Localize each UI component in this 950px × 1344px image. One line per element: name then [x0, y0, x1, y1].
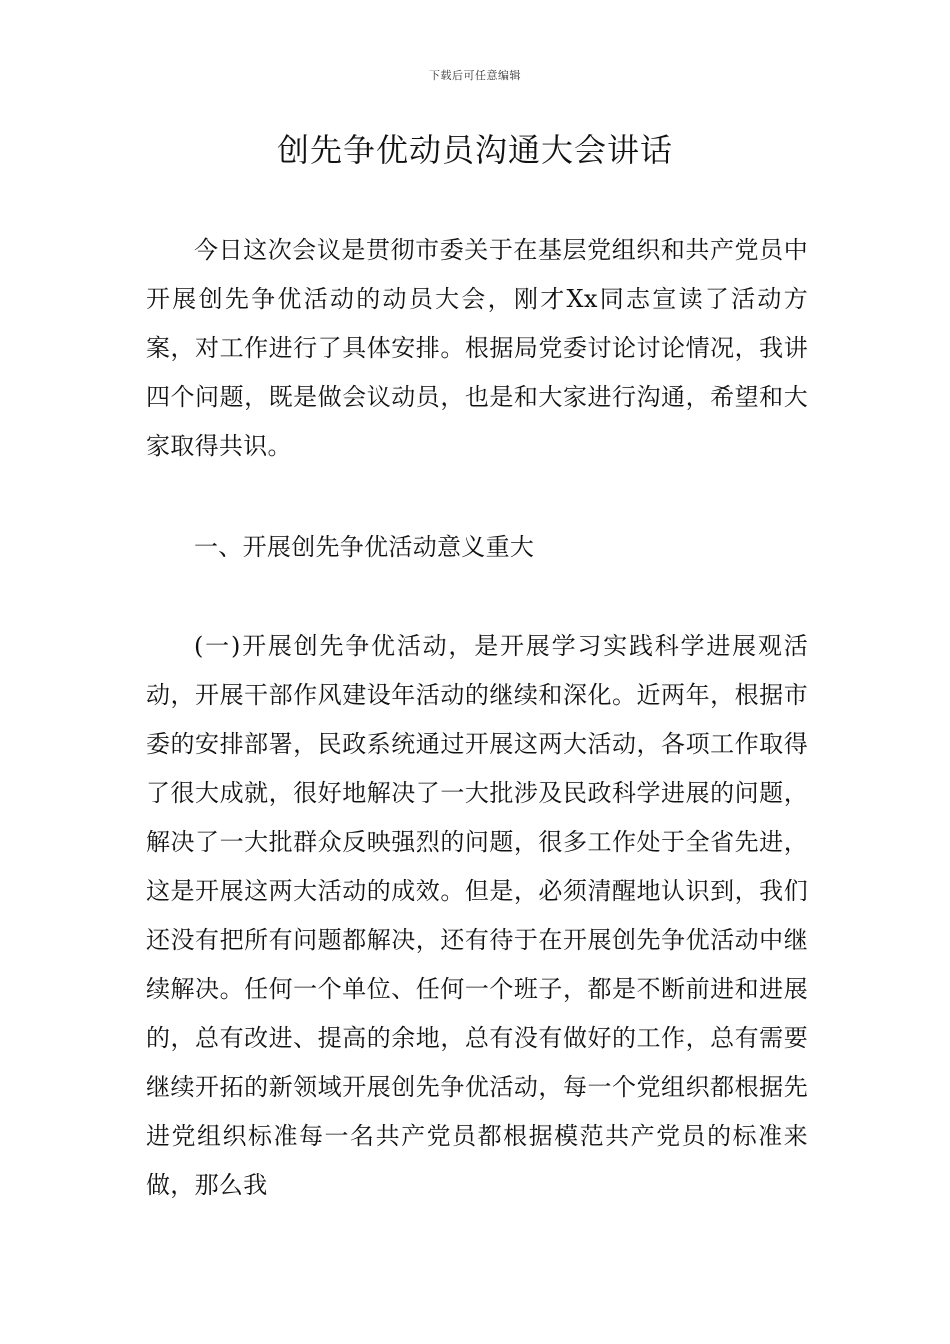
paragraph-intro: 今日这次会议是贯彻市委关于在基层党组织和共产党员中开展创先争优活动的动员大会，刚才Xx同志宣读了活动方案，对工作进行了具体安排。根据局党委讨论讨论情况，我讲四个问题，既是做会议动员，也是和大家进行沟通，希望和大家取得共识。 [146, 236, 808, 460]
header-note: 下载后可任意编辑 [429, 69, 521, 82]
section-heading-1: 一、开展创先争优活动意义重大 [194, 533, 535, 561]
paragraph-section-1-1: (一)开展创先争优活动，是开展学习实践科学进展观活动，开展干部作风建设年活动的继续和深化。近两年，根据市委的安排部署，民政系统通过开展这两大活动，各项工作取得了很大成就，很好地解决了一大批涉及民政科学进展的问题，解决了一大批群众反映强烈的问题，很多工作处于全省先进，这是开展这两大活动的成效。但是，必须清醒地认识到，我们还没有把所有问题都解决，还有待于在开展创先争优活动中继续解决。任何一个单位、任何一个班子，都是不断前进和进展的，总有改进、提高的余地，总有没有做好的工作，总有需要继续开拓的新领域开展创先争优活动，每一个党组织都根据先进党组织标准每一名共产党员都根据模范共产党员的标准来做，那么我 [146, 632, 808, 1199]
document-title: 创先争优动员沟通大会讲话 [276, 131, 673, 169]
